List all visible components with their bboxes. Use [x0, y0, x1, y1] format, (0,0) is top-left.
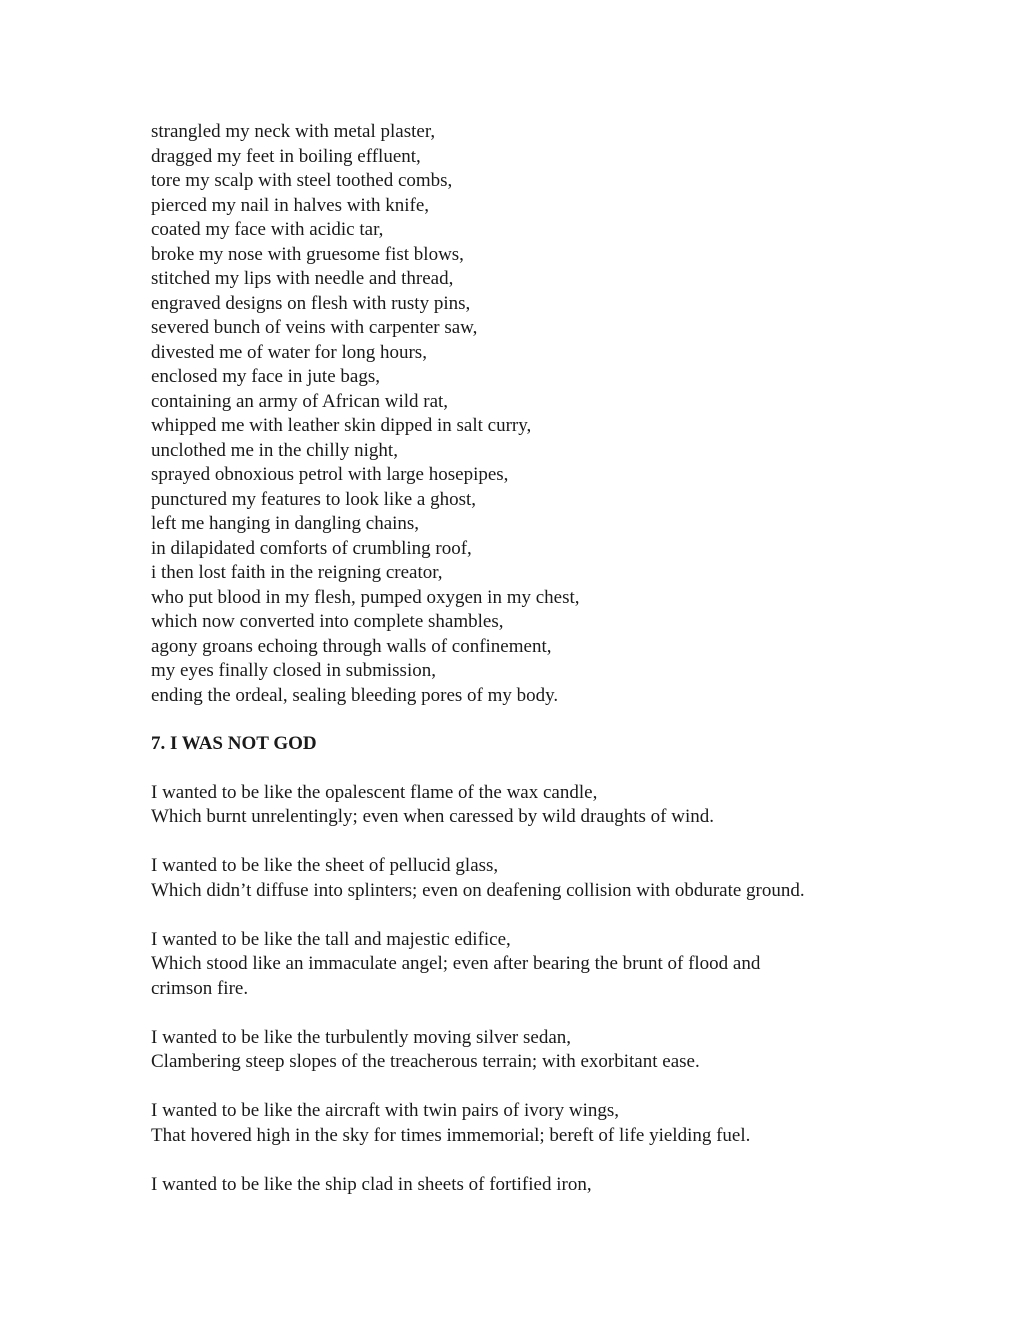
- poem-line: severed bunch of veins with carpenter saw,: [151, 317, 478, 338]
- poem-line: i then lost faith in the reigning creator,: [151, 562, 443, 583]
- poem-line: in dilapidated comforts of crumbling roof,: [151, 537, 472, 559]
- stanza-line: I wanted to be like the tall and majestic edifice,: [151, 928, 511, 950]
- stanza-line: Which didn’t diffuse into splinters; even on deafening collision with obdurate ground.: [151, 879, 805, 901]
- poem-line: divested me of water for long hours,: [151, 341, 427, 363]
- poem-line: coated my face with acidic tar,: [151, 219, 384, 240]
- document-page: [151, 120, 951, 1222]
- poem-line: my eyes finally closed in submission,: [151, 660, 436, 681]
- poem-line: enclosed my face in jute bags,: [151, 366, 380, 387]
- stanza: [151, 1173, 951, 1198]
- poem-line: strangled my neck with metal plaster,: [151, 121, 436, 142]
- poem-line: engraved designs on flesh with rusty pins,: [151, 292, 471, 314]
- poem-line: punctured my features to look like a ghost,: [151, 488, 477, 510]
- poem-continuation: [151, 120, 951, 708]
- stanza-line: I wanted to be like the sheet of pellucid glass,: [151, 855, 499, 876]
- stanza-line: I wanted to be like the aircraft with twin pairs of ivory wings,: [151, 1100, 620, 1121]
- poem-line: stitched my lips with needle and thread,: [151, 268, 454, 289]
- poem-line: ending the ordeal, sealing bleeding pores of my body.: [151, 684, 559, 706]
- poem-line: whipped me with leather skin dipped in salt curry,: [151, 415, 532, 436]
- stanza-line: I wanted to be like the turbulently moving silver sedan,: [151, 1026, 572, 1048]
- stanza-line: Clambering steep slopes of the treacherous terrain; with exorbitant ease.: [151, 1051, 700, 1072]
- poem-line: sprayed obnoxious petrol with large hosepipes,: [151, 464, 509, 485]
- poem-line: left me hanging in dangling chains,: [151, 513, 420, 534]
- stanza-line: I wanted to be like the ship clad in sheets of fortified iron,: [151, 1173, 592, 1195]
- stanza-line: crimson fire.: [151, 977, 249, 999]
- poem-line: dragged my feet in boiling effluent,: [151, 145, 421, 167]
- stanza-line: Which burnt unrelentingly; even when caressed by wild draughts of wind.: [151, 806, 714, 827]
- stanza: [151, 781, 951, 830]
- poem-line: which now converted into complete shambles,: [151, 611, 504, 632]
- poem-line: agony groans echoing through walls of confinement,: [151, 635, 552, 657]
- poem-line: pierced my nail in halves with knife,: [151, 194, 430, 216]
- stanza: [151, 1026, 951, 1075]
- poem-line: containing an army of African wild rat,: [151, 390, 449, 412]
- poem-line: who put blood in my flesh, pumped oxygen in my chest,: [151, 586, 580, 608]
- poem-line: broke my nose with gruesome fist blows,: [151, 243, 464, 265]
- stanza: [151, 928, 951, 1002]
- stanza: [151, 854, 951, 903]
- poem-line: tore my scalp with steel toothed combs,: [151, 170, 453, 191]
- stanza: [151, 1099, 951, 1148]
- section-title: 7. I WAS NOT GOD: [151, 733, 317, 754]
- stanza-line: I wanted to be like the opalescent flame of the wax candle,: [151, 781, 598, 803]
- stanza-line: Which stood like an immaculate angel; even after bearing the brunt of flood and: [151, 953, 761, 974]
- stanza-line: That hovered high in the sky for times immemorial; bereft of life yielding fuel.: [151, 1124, 751, 1146]
- poem-line: unclothed me in the chilly night,: [151, 439, 398, 461]
